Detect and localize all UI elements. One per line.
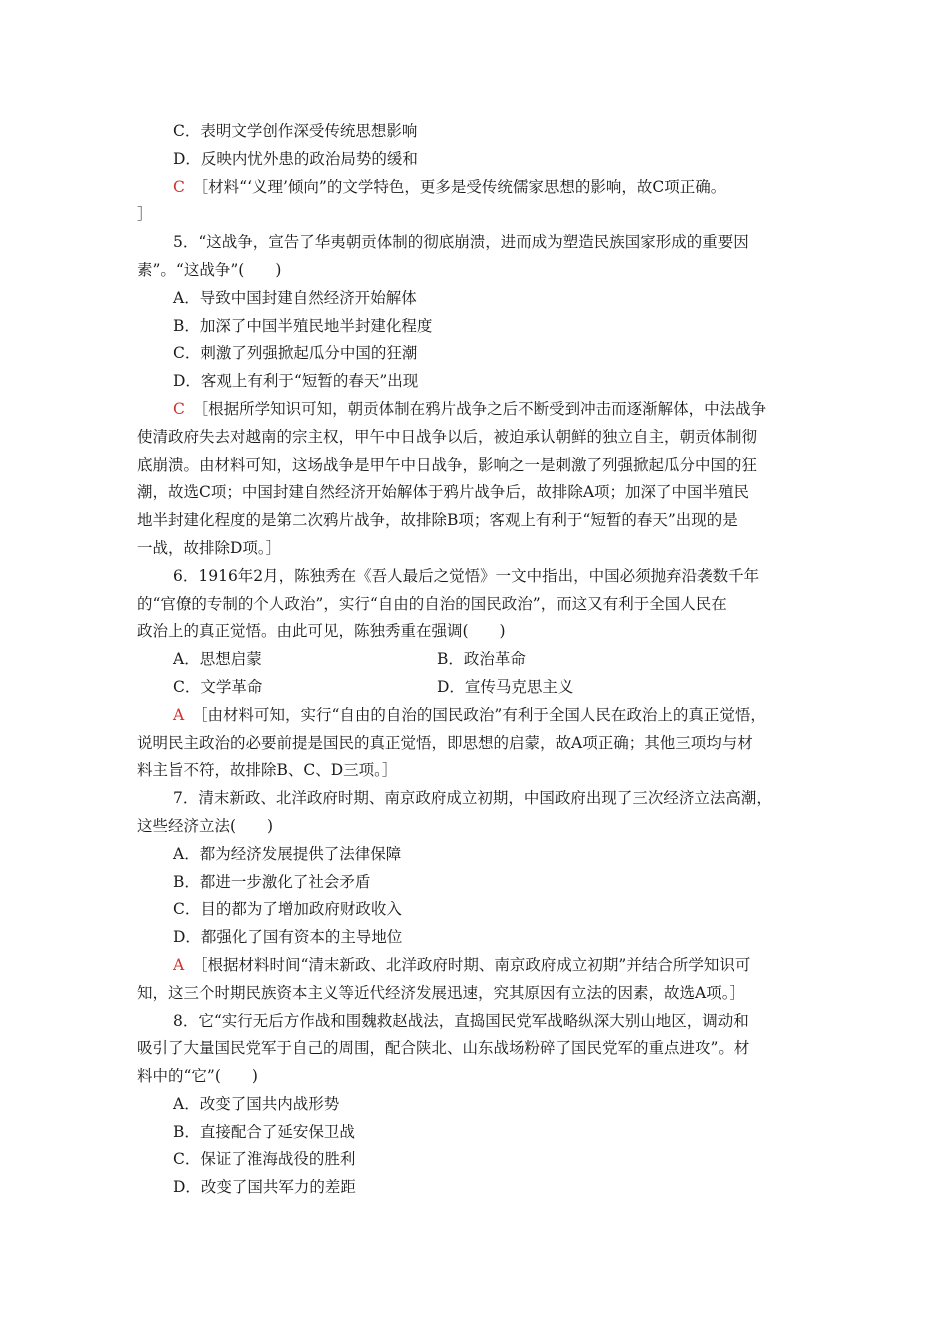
q7-option-c: C．目的都为了增加政府财政收入 bbox=[173, 900, 402, 919]
q6-stem-2: 的“官僚的专制的个人政治”，实行“自由的自治的国民政治”，而这又有利于全国人民在 bbox=[137, 594, 727, 613]
document-page bbox=[137, 118, 813, 1202]
q7-explanation-2: 知，这三个时期民族资本主义等近代经济发展迅速，究其原因有立法的因素，故选A项。］ bbox=[137, 983, 745, 1002]
q5-option-b: B．加深了中国半殖民地半封建化程度 bbox=[173, 316, 433, 335]
q7-option-a: A．都为经济发展提供了法律保障 bbox=[173, 844, 402, 863]
q8-stem-3: 料中的“它”( ) bbox=[137, 1067, 258, 1086]
q6-option-b: B．政治革命 bbox=[437, 650, 526, 669]
q4-option-c: C．表明文学创作深受传统思想影响 bbox=[173, 122, 418, 140]
q8-stem-2: 吸引了大量国民党军于自己的周围，配合陕北、山东战场粉碎了国民党军的重点进攻”。材 bbox=[137, 1039, 750, 1058]
q5-answer-letter: C bbox=[173, 399, 185, 418]
q7-explanation-1: ［根据材料时间“清末新政、北洋政府时期、南京政府成立初期”并结合所学知识可 bbox=[199, 955, 751, 974]
q6-answer-letter: A bbox=[173, 705, 185, 724]
q6-options-row-2 bbox=[137, 674, 813, 702]
q5-answer bbox=[137, 396, 813, 424]
q5-explanation-4: 潮，故选C项；中国封建自然经济开始解体于鸦片战争后，故排除A项；加深了中国半殖民 bbox=[137, 483, 750, 502]
q8-option-a: A．改变了国共内战形势 bbox=[173, 1094, 340, 1113]
q4-explanation-1: ［材料“‘义理’倾向”的文学特色，更多是受传统儒家思想的影响，故C项正确。 bbox=[200, 177, 727, 196]
q6-option-a: A．思想启蒙 bbox=[173, 650, 262, 669]
q6-stem-1: 6．1916年2月，陈独秀在《吾人最后之觉悟》一文中指出，中国必须抛弃沿袭数千年 bbox=[173, 566, 760, 585]
q8-option-c: C．保证了淮海战役的胜利 bbox=[173, 1150, 356, 1169]
q5-explanation-1: ［根据所学知识可知，朝贡体制在鸦片战争之后不断受到冲击而逐渐解体，中法战争 bbox=[200, 399, 767, 418]
q4-answer-letter: C bbox=[173, 177, 185, 196]
q7-answer bbox=[137, 952, 813, 980]
q6-explanation-1: ［由材料可知，实行“自由的自治的国民政治”有利于全国人民在政治上的真正觉悟， bbox=[199, 705, 766, 724]
q5-explanation-5: 地半封建化程度的是第二次鸦片战争，故排除B项；客观上有利于“短暂的春天”出现的是 bbox=[137, 511, 738, 530]
q8-option-b: B．直接配合了延安保卫战 bbox=[173, 1122, 355, 1141]
q6-explanation-3: 料主旨不符，故排除B、C、D三项。］ bbox=[137, 761, 398, 780]
q5-option-c: C．刺激了列强掀起瓜分中国的狂潮 bbox=[173, 344, 418, 363]
q4-explanation-2: ］ bbox=[137, 205, 153, 224]
q5-explanation-3: 底崩溃。由材料可知，这场战争是甲午中日战争，影响之一是刺激了列强掀起瓜分中国的狂 bbox=[137, 455, 758, 474]
q6-option-d: D．宣传马克思主义 bbox=[437, 677, 574, 696]
q7-answer-letter: A bbox=[173, 955, 185, 974]
q7-option-d: D．都强化了国有资本的主导地位 bbox=[173, 928, 403, 947]
q4-option-d: D．反映内忧外患的政治局势的缓和 bbox=[173, 149, 418, 168]
q4-answer bbox=[137, 174, 813, 202]
q6-answer bbox=[137, 702, 813, 730]
q6-option-c: C．文学革命 bbox=[173, 677, 263, 696]
q5-stem-1: 5．“这战争，宣告了华夷朝贡体制的彻底崩溃，进而成为塑造民族国家形成的重要因 bbox=[173, 233, 749, 252]
q6-stem-3: 政治上的真正觉悟。由此可见，陈独秀重在强调( ) bbox=[137, 622, 506, 641]
q7-option-b: B．都进一步激化了社会矛盾 bbox=[173, 872, 371, 891]
q8-stem-1: 8．它“实行无后方作战和围魏救赵战法，直捣国民党军战略纵深大别山地区，调动和 bbox=[173, 1011, 749, 1030]
q5-option-a: A．导致中国封建自然经济开始解体 bbox=[173, 288, 417, 307]
q5-explanation-6: 一战，故排除D项。］ bbox=[137, 538, 282, 557]
q8-option-d: D．改变了国共军力的差距 bbox=[173, 1178, 356, 1197]
q6-options-row-1 bbox=[137, 646, 813, 674]
q5-explanation-2: 使清政府失去对越南的宗主权，甲午中日战争以后，被迫承认朝鲜的独立自主，朝贡体制彻 bbox=[137, 427, 758, 446]
q7-stem-1: 7．清末新政、北洋政府时期、南京政府成立初期，中国政府出现了三次经济立法高潮， bbox=[173, 789, 772, 808]
q6-explanation-2: 说明民主政治的必要前提是国民的真正觉悟，即思想的启蒙，故A项正确；其他三项均与材 bbox=[137, 733, 753, 752]
q5-option-d: D．客观上有利于“短暂的春天”出现 bbox=[173, 372, 419, 391]
q5-stem-2: 素”。“这战争”( ) bbox=[137, 260, 282, 279]
q7-stem-2: 这些经济立法( ) bbox=[137, 816, 274, 835]
